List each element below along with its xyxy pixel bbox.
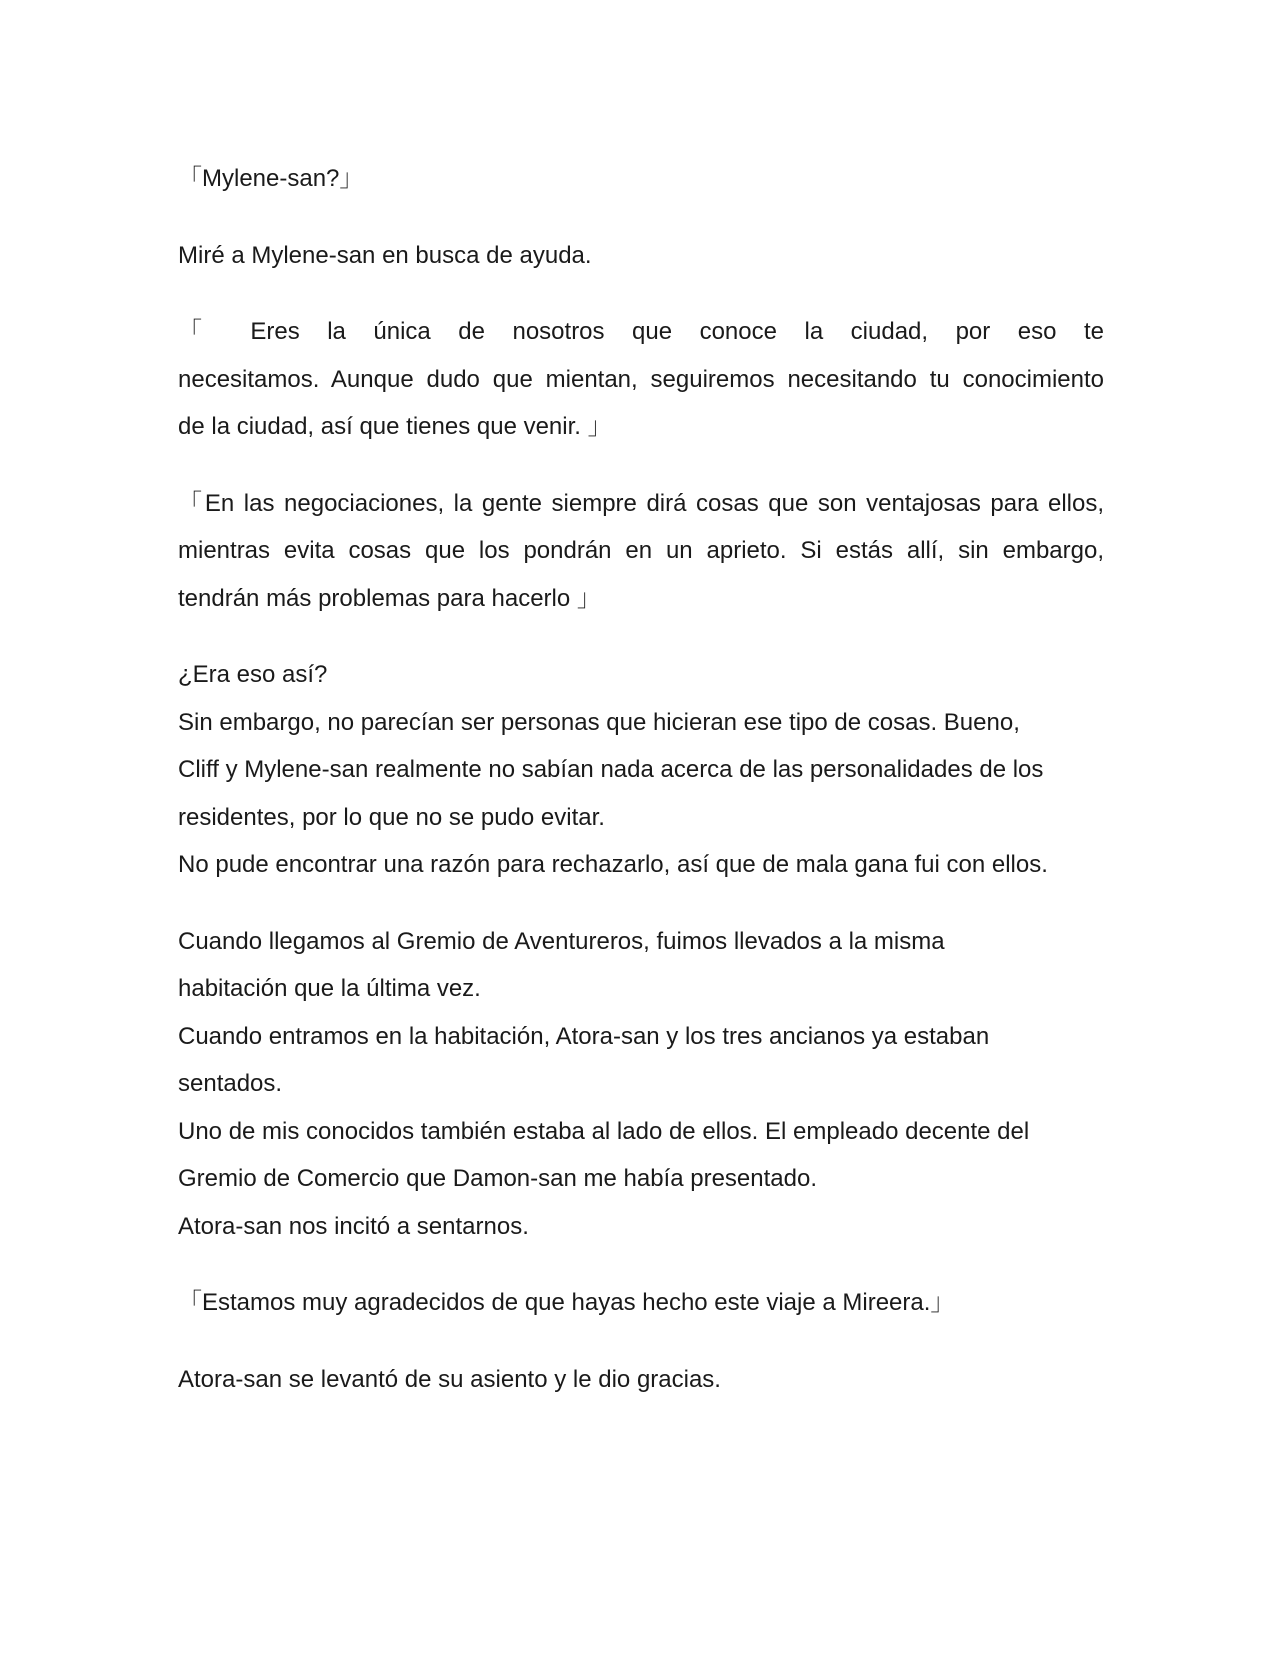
text-line: 「Estamos muy agradecidos de que hayas hecho este viaje a Mireera.」 — [178, 1289, 955, 1316]
text-line: Gremio de Comercio que Damon-san me había presentado. — [178, 1165, 817, 1192]
paragraph — [178, 1356, 1104, 1404]
text-line: mientras evita cosas que los pondrán en un aprieto. Si estás allí, sin embargo, — [178, 537, 1104, 564]
text-line: Cliff y Mylene-san realmente no sabían nada acerca de las personalidades de los — [178, 756, 1044, 783]
paragraph-gap — [178, 451, 1104, 480]
paragraph-gap — [178, 279, 1104, 308]
text-line: tendrán más problemas para hacerlo 」 — [178, 584, 601, 612]
paragraph — [178, 155, 1104, 203]
paragraph — [178, 308, 1104, 451]
paragraph — [178, 232, 1104, 280]
text-line: sentados. — [178, 1070, 283, 1097]
text-line: Sin embargo, no parecían ser personas que hicieran ese tipo de cosas. Bueno, — [178, 708, 1020, 736]
paragraph — [178, 918, 1104, 1251]
text-line: No pude encontrar una razón para rechazarlo, así que de mala gana fui con ellos. — [178, 851, 1048, 878]
paragraph-gap — [178, 889, 1104, 918]
text-line: 「 Eres la única de nosotros que conoce la ciudad, por eso te — [178, 318, 1104, 345]
paragraph — [178, 651, 1104, 889]
text-line: ¿Era eso así? — [178, 661, 328, 688]
paragraph-gap — [178, 1327, 1104, 1356]
text-line: de la ciudad, así que tienes que venir. 」 — [178, 413, 612, 440]
text-line: 「Mylene-san?」 — [178, 165, 364, 192]
text-line: Cuando llegamos al Gremio de Aventureros, fuimos llevados a la misma — [178, 927, 945, 955]
text-line: Atora-san nos incitó a sentarnos. — [178, 1212, 529, 1240]
paragraph — [178, 1279, 1104, 1327]
paragraph-gap — [178, 1250, 1104, 1279]
text-line: Miré a Mylene-san en busca de ayuda. — [178, 241, 592, 269]
paragraph-gap — [178, 622, 1104, 651]
text-line: Atora-san se levantó de su asiento y le dio gracias. — [178, 1365, 721, 1393]
text-line: residentes, por lo que no se pudo evitar. — [178, 803, 605, 831]
text-line: 「En las negociaciones, la gente siempre dirá cosas que son ventajosas para ellos, — [178, 489, 1104, 517]
paragraph-gap — [178, 203, 1104, 232]
paragraph — [178, 480, 1104, 623]
text-line: Cuando entramos en la habitación, Atora-san y los tres ancianos ya estaban — [178, 1022, 990, 1050]
text-line: necesitamos. Aunque dudo que mientan, seguiremos necesitando tu conocimiento — [178, 365, 1104, 393]
text-line: Uno de mis conocidos también estaba al lado de ellos. El empleado decente del — [178, 1117, 1030, 1145]
text-line: habitación que la última vez. — [178, 975, 481, 1002]
document-body — [178, 155, 1104, 1403]
